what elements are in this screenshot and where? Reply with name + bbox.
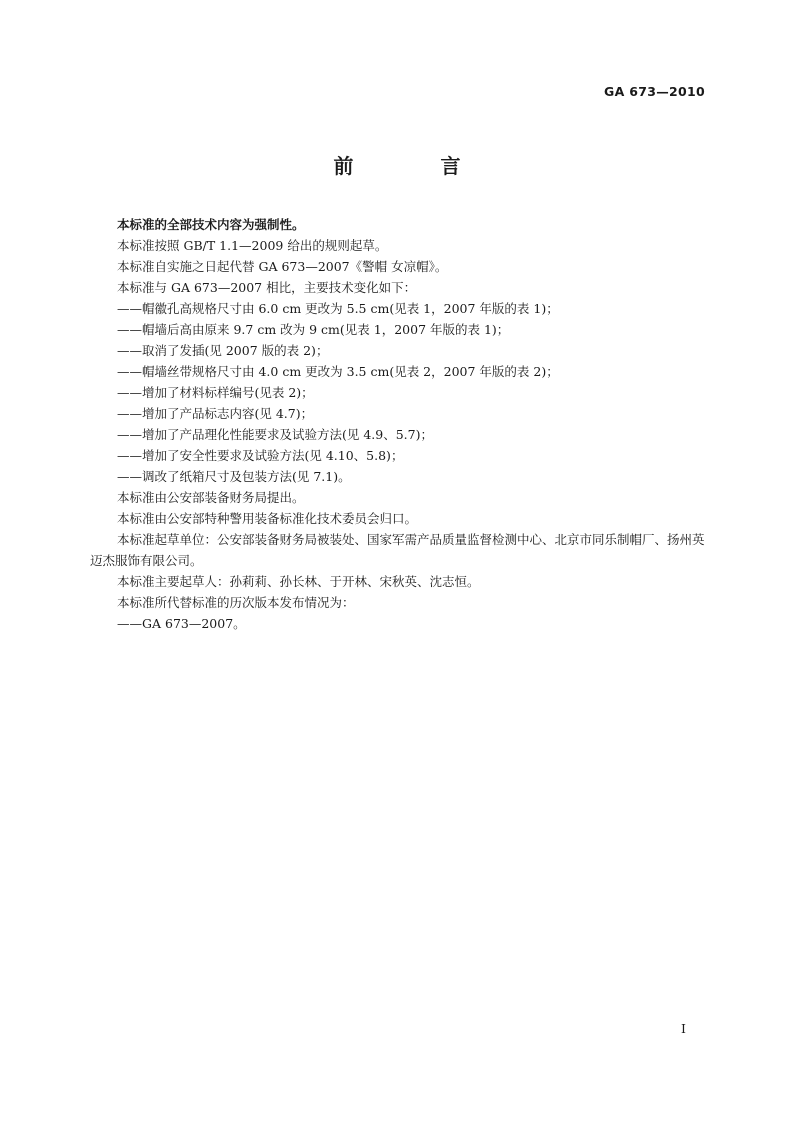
paragraph-drafters: 本标准主要起草人：孙莉莉、孙长林、于开林、宋秋英、沈志恒。 (117, 574, 480, 589)
paragraph-drafting-units: 本标准起草单位：公安部装备财务局被装处、国家军需产品质量监督检测中心、北京市同乐制帽厂、扬州英迈杰服饰有限公司。 (90, 532, 705, 568)
change-item: ——增加了产品标志内容(见 4.7)； (117, 406, 314, 421)
paragraph-replacement: 本标准自实施之日起代替 GA 673—2007《警帽 女凉帽》。 (117, 259, 448, 274)
change-item: ——增加了安全性要求及试验方法(见 4.10、5.8)； (117, 448, 404, 463)
change-item: ——增加了产品理化性能要求及试验方法(见 4.9、5.7)； (117, 427, 433, 442)
change-item: ——增加了材料标样编号(见表 2)； (117, 385, 314, 400)
paragraph-technical-committee: 本标准由公安部特种警用装备标准化技术委员会归口。 (117, 511, 418, 526)
paragraph-changes-intro: 本标准与 GA 673—2007 相比，主要技术变化如下： (117, 280, 417, 295)
paragraph-version-history: 本标准所代替标准的历次版本发布情况为： (117, 595, 355, 610)
version-history-item: ——GA 673—2007。 (117, 616, 246, 631)
paragraph-mandatory-statement: 本标准的全部技术内容为强制性。 (117, 217, 305, 232)
change-item: ——调改了纸箱尺寸及包装方法(见 7.1)。 (117, 469, 351, 484)
change-item: ——帽墙丝带规格尺寸由 4.0 cm 更改为 3.5 cm(见表 2，2007 年版的表 2)； (117, 364, 559, 379)
change-item: ——帽徽孔高规格尺寸由 6.0 cm 更改为 5.5 cm(见表 1，2007 年版的表 1)； (117, 301, 559, 316)
change-item: ——帽墙后高由原来 9.7 cm 改为 9 cm(见表 1，2007 年版的表 1)； (117, 322, 510, 337)
page-number: I (681, 1021, 686, 1036)
page-title: 前 言 (333, 154, 501, 178)
change-item: ——取消了发插(见 2007 版的表 2)； (117, 343, 329, 358)
paragraph-proposer: 本标准由公安部装备财务局提出。 (117, 490, 305, 505)
preface-body (90, 214, 710, 634)
standard-code: GA 673—2010 (604, 84, 705, 99)
paragraph-drafting-rules: 本标准按照 GB/T 1.1—2009 给出的规则起草。 (117, 238, 388, 253)
